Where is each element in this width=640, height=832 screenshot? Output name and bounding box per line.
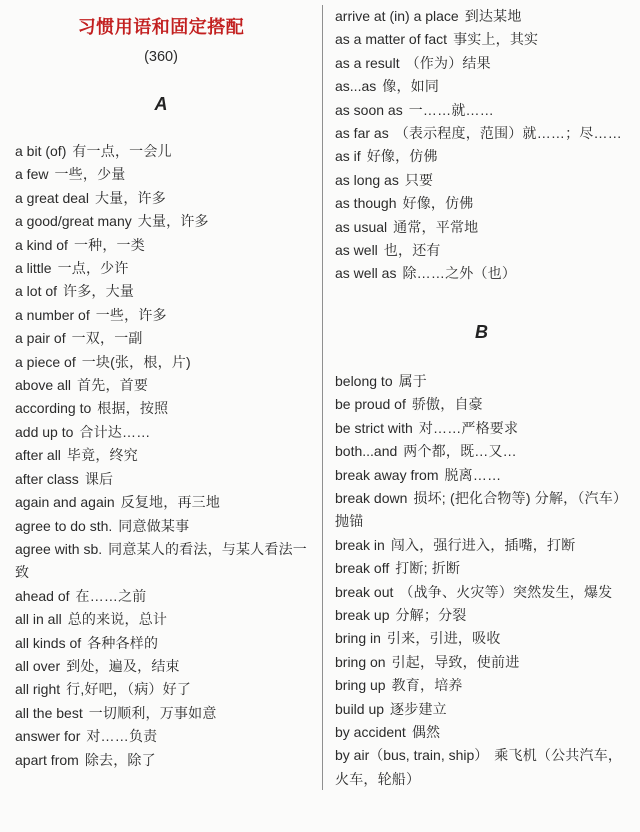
phrase-entry: [15, 515, 312, 538]
phrase-entry: [15, 421, 312, 444]
phrase-chinese: 一块(张，根，片): [81, 353, 191, 370]
phrase-entry: [335, 122, 636, 145]
phrase-entry: [15, 351, 312, 374]
phrase-english: belong to: [335, 372, 393, 389]
phrase-entry: [335, 721, 636, 744]
phrase-english: all in all: [15, 611, 62, 628]
phrase-chinese: 只要: [404, 171, 434, 188]
phrase-english: apart from: [15, 751, 79, 768]
phrase-entry: [335, 52, 636, 75]
phrase-english: above all: [15, 377, 72, 394]
phrase-english: bring up: [335, 677, 386, 694]
phrase-entry: [335, 651, 636, 674]
phrase-entry: [335, 192, 636, 215]
phrase-entry: [335, 99, 636, 122]
page-subtitle: (360): [144, 49, 178, 65]
right-column: [323, 0, 640, 791]
phrase-chinese: 偶然: [411, 723, 441, 740]
phrase-entry: [15, 327, 312, 350]
phrase-chinese: 同意某人的看法，与某人看法一致: [15, 540, 307, 581]
phrase-chinese: 属于: [398, 372, 428, 389]
phrase-english: all the best: [15, 704, 83, 721]
phrase-chinese: 首先，首要: [77, 377, 149, 394]
phrase-english: break in: [335, 536, 385, 553]
phrase-chinese: 合计达……: [79, 423, 151, 440]
phrase-chinese: 两个都，既…又…: [403, 443, 517, 460]
phrase-english: a few: [15, 166, 49, 183]
phrase-chinese: 打断; 折断: [395, 560, 461, 577]
phrase-english: a pair of: [15, 330, 66, 347]
phrase-entry: [335, 557, 636, 580]
phrase-english: after all: [15, 447, 61, 464]
phrase-entry: [15, 397, 312, 420]
phrase-entry: [335, 674, 636, 697]
phrase-english: as well: [335, 242, 378, 259]
phrase-chinese: 对……负责: [86, 728, 158, 745]
phrase-chinese: 一点，少许: [57, 260, 129, 277]
phrase-english: a number of: [15, 306, 90, 323]
phrase-entry: [15, 749, 312, 772]
phrase-english: a lot of: [15, 283, 58, 300]
phrase-english: as if: [335, 148, 361, 165]
phrase-entry: [335, 417, 636, 440]
phrase-english: after class: [15, 470, 79, 487]
phrase-chinese: 事实上，其实: [453, 31, 539, 48]
phrase-entry: [15, 585, 312, 608]
phrase-entry: [335, 28, 636, 51]
phrase-english: break out: [335, 583, 394, 600]
phrase-entry: [335, 581, 636, 604]
phrase-entry: [15, 725, 312, 748]
phrase-chinese: 一切顺利，万事如意: [88, 704, 217, 721]
phrase-list-a-right: [323, 0, 640, 286]
phrase-english: a good/great many: [15, 213, 132, 230]
phrase-chinese: 除去，除了: [84, 751, 156, 768]
phrase-entry: [335, 239, 636, 262]
phrase-chinese: （表示程度，范围）就……；尽……: [394, 125, 622, 142]
phrase-chinese: 通常，平常地: [393, 218, 479, 235]
phrase-entry: [335, 216, 636, 239]
phrase-entry: [15, 444, 312, 467]
phrase-english: answer for: [15, 728, 81, 745]
phrase-english: a piece of: [15, 353, 76, 370]
phrase-english: arrive at (in) a place: [335, 8, 459, 24]
phrase-chinese: 到达某地: [464, 8, 522, 24]
phrase-english: be strict with: [335, 419, 413, 436]
phrase-entry: [15, 538, 312, 585]
phrase-english: as...as: [335, 78, 377, 95]
phrase-chinese: 到处，遍及，结束: [66, 657, 180, 674]
phrase-entry: [335, 534, 636, 557]
phrase-chinese: 闯入，强行进入，插嘴，打断: [390, 536, 576, 553]
phrase-chinese: 一些，许多: [95, 306, 167, 323]
phrase-chinese: 同意做某事: [118, 517, 190, 534]
phrase-chinese: 行,好吧，（病）好了: [66, 681, 192, 698]
phrase-entry: [15, 187, 312, 210]
phrase-english: according to: [15, 400, 92, 417]
phrase-english: all right: [15, 681, 61, 698]
phrase-entry: [15, 491, 312, 514]
phrase-english: build up: [335, 700, 385, 717]
phrase-chinese: 课后: [84, 470, 114, 487]
phrase-entry: [335, 75, 636, 98]
phrase-chinese: 逐步建立: [390, 700, 447, 717]
phrase-entry: [15, 280, 312, 303]
phrase-entry: [335, 169, 636, 192]
phrase-entry: [335, 145, 636, 168]
phrase-list-a-left: [0, 140, 322, 772]
phrase-english: as long as: [335, 171, 399, 188]
phrase-english: as a result: [335, 54, 400, 71]
left-column: [0, 0, 322, 772]
phrase-entry: [335, 604, 636, 627]
phrase-chinese: 好像，仿佛: [402, 195, 474, 212]
phrase-chinese: 一双，一副: [71, 330, 143, 347]
phrase-entry: [335, 464, 636, 487]
phrase-chinese: 对……严格要求: [418, 419, 519, 436]
phrase-entry: [335, 440, 636, 463]
phrase-chinese: 大量，许多: [137, 213, 209, 230]
phrase-english: bring in: [335, 630, 381, 647]
phrase-entry: [335, 393, 636, 416]
phrase-english: agree to do sth.: [15, 517, 113, 534]
phrase-english: all over: [15, 657, 61, 674]
phrase-english: break up: [335, 606, 390, 623]
page-title: 习惯用语和固定搭配: [77, 17, 245, 37]
phrase-english: again and again: [15, 494, 115, 511]
phrase-chinese: 总的来说，总计: [67, 611, 168, 628]
phrase-entry: [335, 744, 636, 791]
phrase-entry: [15, 304, 312, 327]
phrase-chinese: 骄傲，自豪: [411, 396, 483, 413]
phrase-chinese: 像，如同: [382, 78, 440, 95]
phrase-entry: [335, 698, 636, 721]
phrase-chinese: 乘飞机（公共汽车，火车，轮船）: [335, 747, 623, 787]
phrase-entry: [15, 210, 312, 233]
phrase-chinese: 除……之外（也）: [402, 265, 517, 282]
phrase-entry: [15, 468, 312, 491]
phrase-chinese: 教育，培养: [391, 677, 463, 694]
phrase-entry: [335, 262, 636, 285]
phrase-list-b: [323, 370, 640, 791]
phrase-entry: [335, 370, 636, 393]
phrase-english: a great deal: [15, 189, 89, 206]
phrase-english: as though: [335, 195, 397, 212]
phrase-entry: [335, 5, 636, 28]
phrase-chinese: 有一点，一会儿: [72, 143, 172, 159]
phrase-chinese: 分解；分裂: [395, 606, 467, 623]
phrase-chinese: 一些，少量: [54, 166, 126, 183]
phrase-english: both...and: [335, 443, 398, 460]
phrase-chinese: 大量，许多: [94, 189, 166, 206]
phrase-chinese: 毕竟，终究: [66, 447, 138, 464]
phrase-chinese: 根据，按照: [97, 400, 169, 417]
section-header-a: A: [154, 94, 168, 114]
phrase-english: break down: [335, 489, 408, 506]
phrase-chinese: 也，还有: [383, 242, 441, 259]
phrase-english: break away from: [335, 466, 439, 483]
phrase-english: by air（bus, train, ship）: [335, 747, 489, 764]
phrase-chinese: 损坏; (把化合物等) 分解，（汽车）抛锚: [335, 489, 628, 530]
phrase-english: all kinds of: [15, 634, 82, 651]
phrase-entry: [15, 234, 312, 257]
phrase-english: add up to: [15, 423, 74, 440]
phrase-chinese: 引起，导致，使前进: [391, 653, 520, 670]
phrase-chinese: （作为）结果: [405, 54, 491, 71]
phrase-entry: [15, 655, 312, 678]
phrase-english: as a matter of fact: [335, 31, 448, 48]
phrase-chinese: 许多，大量: [63, 283, 135, 300]
phrase-entry: [15, 632, 312, 655]
phrase-entry: [15, 608, 312, 631]
phrase-chinese: （战争、火灾等）突然发生，爆发: [399, 583, 613, 600]
phrase-english: be proud of: [335, 396, 406, 413]
phrase-chinese: 反复地，再三地: [120, 494, 221, 511]
phrase-chinese: 引来，引进，吸收: [386, 630, 501, 647]
phrase-english: bring on: [335, 653, 386, 670]
phrase-english: agree with sb.: [15, 540, 103, 557]
phrase-entry: [15, 374, 312, 397]
phrase-entry: [15, 702, 312, 725]
phrase-english: as soon as: [335, 101, 403, 118]
phrase-entry: [335, 487, 636, 534]
phrase-english: a kind of: [15, 236, 68, 253]
section-header-b: B: [475, 321, 488, 342]
phrase-chinese: 脱离……: [444, 466, 502, 483]
phrase-chinese: 各种各样的: [87, 634, 159, 651]
phrase-entry: [15, 163, 312, 186]
phrase-chinese: 在……之前: [75, 587, 147, 604]
phrase-english: a bit (of): [15, 143, 67, 159]
phrase-entry: [15, 678, 312, 701]
phrase-english: ahead of: [15, 587, 70, 604]
phrase-english: as usual: [335, 218, 388, 235]
phrase-chinese: 一……就……: [408, 101, 494, 118]
phrase-english: by accident: [335, 723, 406, 740]
phrase-english: a little: [15, 260, 52, 277]
phrase-english: as far as: [335, 125, 389, 142]
phrase-english: break off: [335, 560, 390, 577]
phrase-chinese: 好像，仿佛: [366, 148, 438, 165]
phrase-chinese: 一种，一类: [73, 236, 145, 253]
phrase-entry: [15, 140, 312, 163]
phrase-entry: [15, 257, 312, 280]
phrase-entry: [335, 627, 636, 650]
phrase-english: as well as: [335, 265, 397, 282]
